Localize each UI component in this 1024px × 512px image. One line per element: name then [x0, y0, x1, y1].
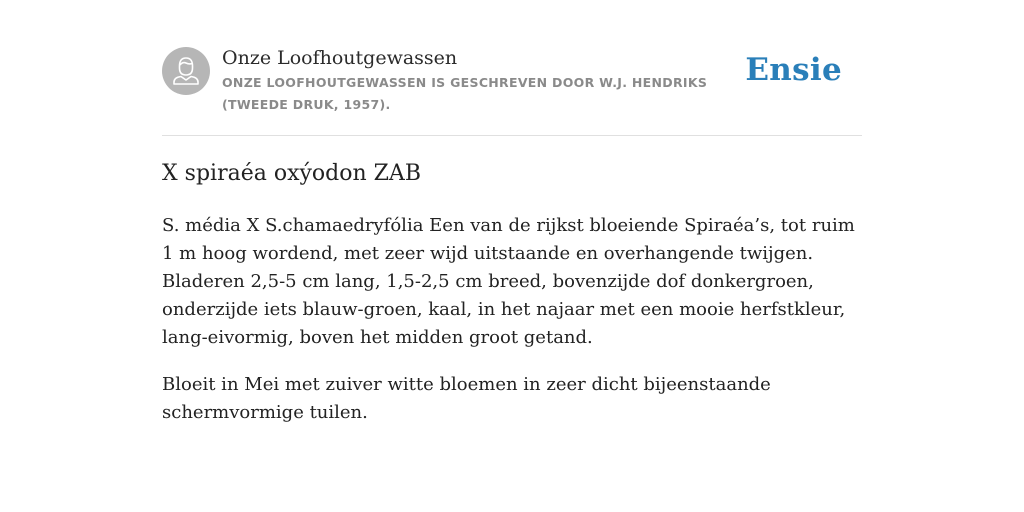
avatar — [162, 47, 210, 95]
entry-paragraph: Bloeit in Mei met zuiver witte bloemen in zeer dicht bijeenstaande schermvormige tuilen. — [162, 374, 771, 423]
entry-paragraph: S. média X S.chamaedryfólia Een van de rijkst bloeiende Spiraéa’s, tot ruim 1 m hoog wordend, met zeer wijd uitstaande en overhangende twijgen. Bladeren 2,5-5 cm lang, 1,5-2,5 cm breed, bovenzijde dof donkergroen, onderzijde iets blauw-groen, kaal, in het najaar met een mooie herfstkleur, lang-eivormig, boven het midden groot getand. — [162, 215, 855, 348]
ensie-logo[interactable]: Ensie — [745, 52, 842, 88]
header-divider — [162, 135, 862, 136]
user-icon — [162, 47, 210, 95]
source-title[interactable]: Onze Loofhoutgewassen — [222, 47, 458, 69]
source-description: ONZE LOOFHOUTGEWASSEN IS GESCHREVEN DOOR W.J. HENDRIKS (TWEEDE DRUK, 1957). — [222, 75, 708, 112]
entry-title: X spiraéa oxýodon ZAB — [162, 161, 421, 186]
entry-body — [162, 212, 870, 446]
source-header — [162, 46, 862, 136]
